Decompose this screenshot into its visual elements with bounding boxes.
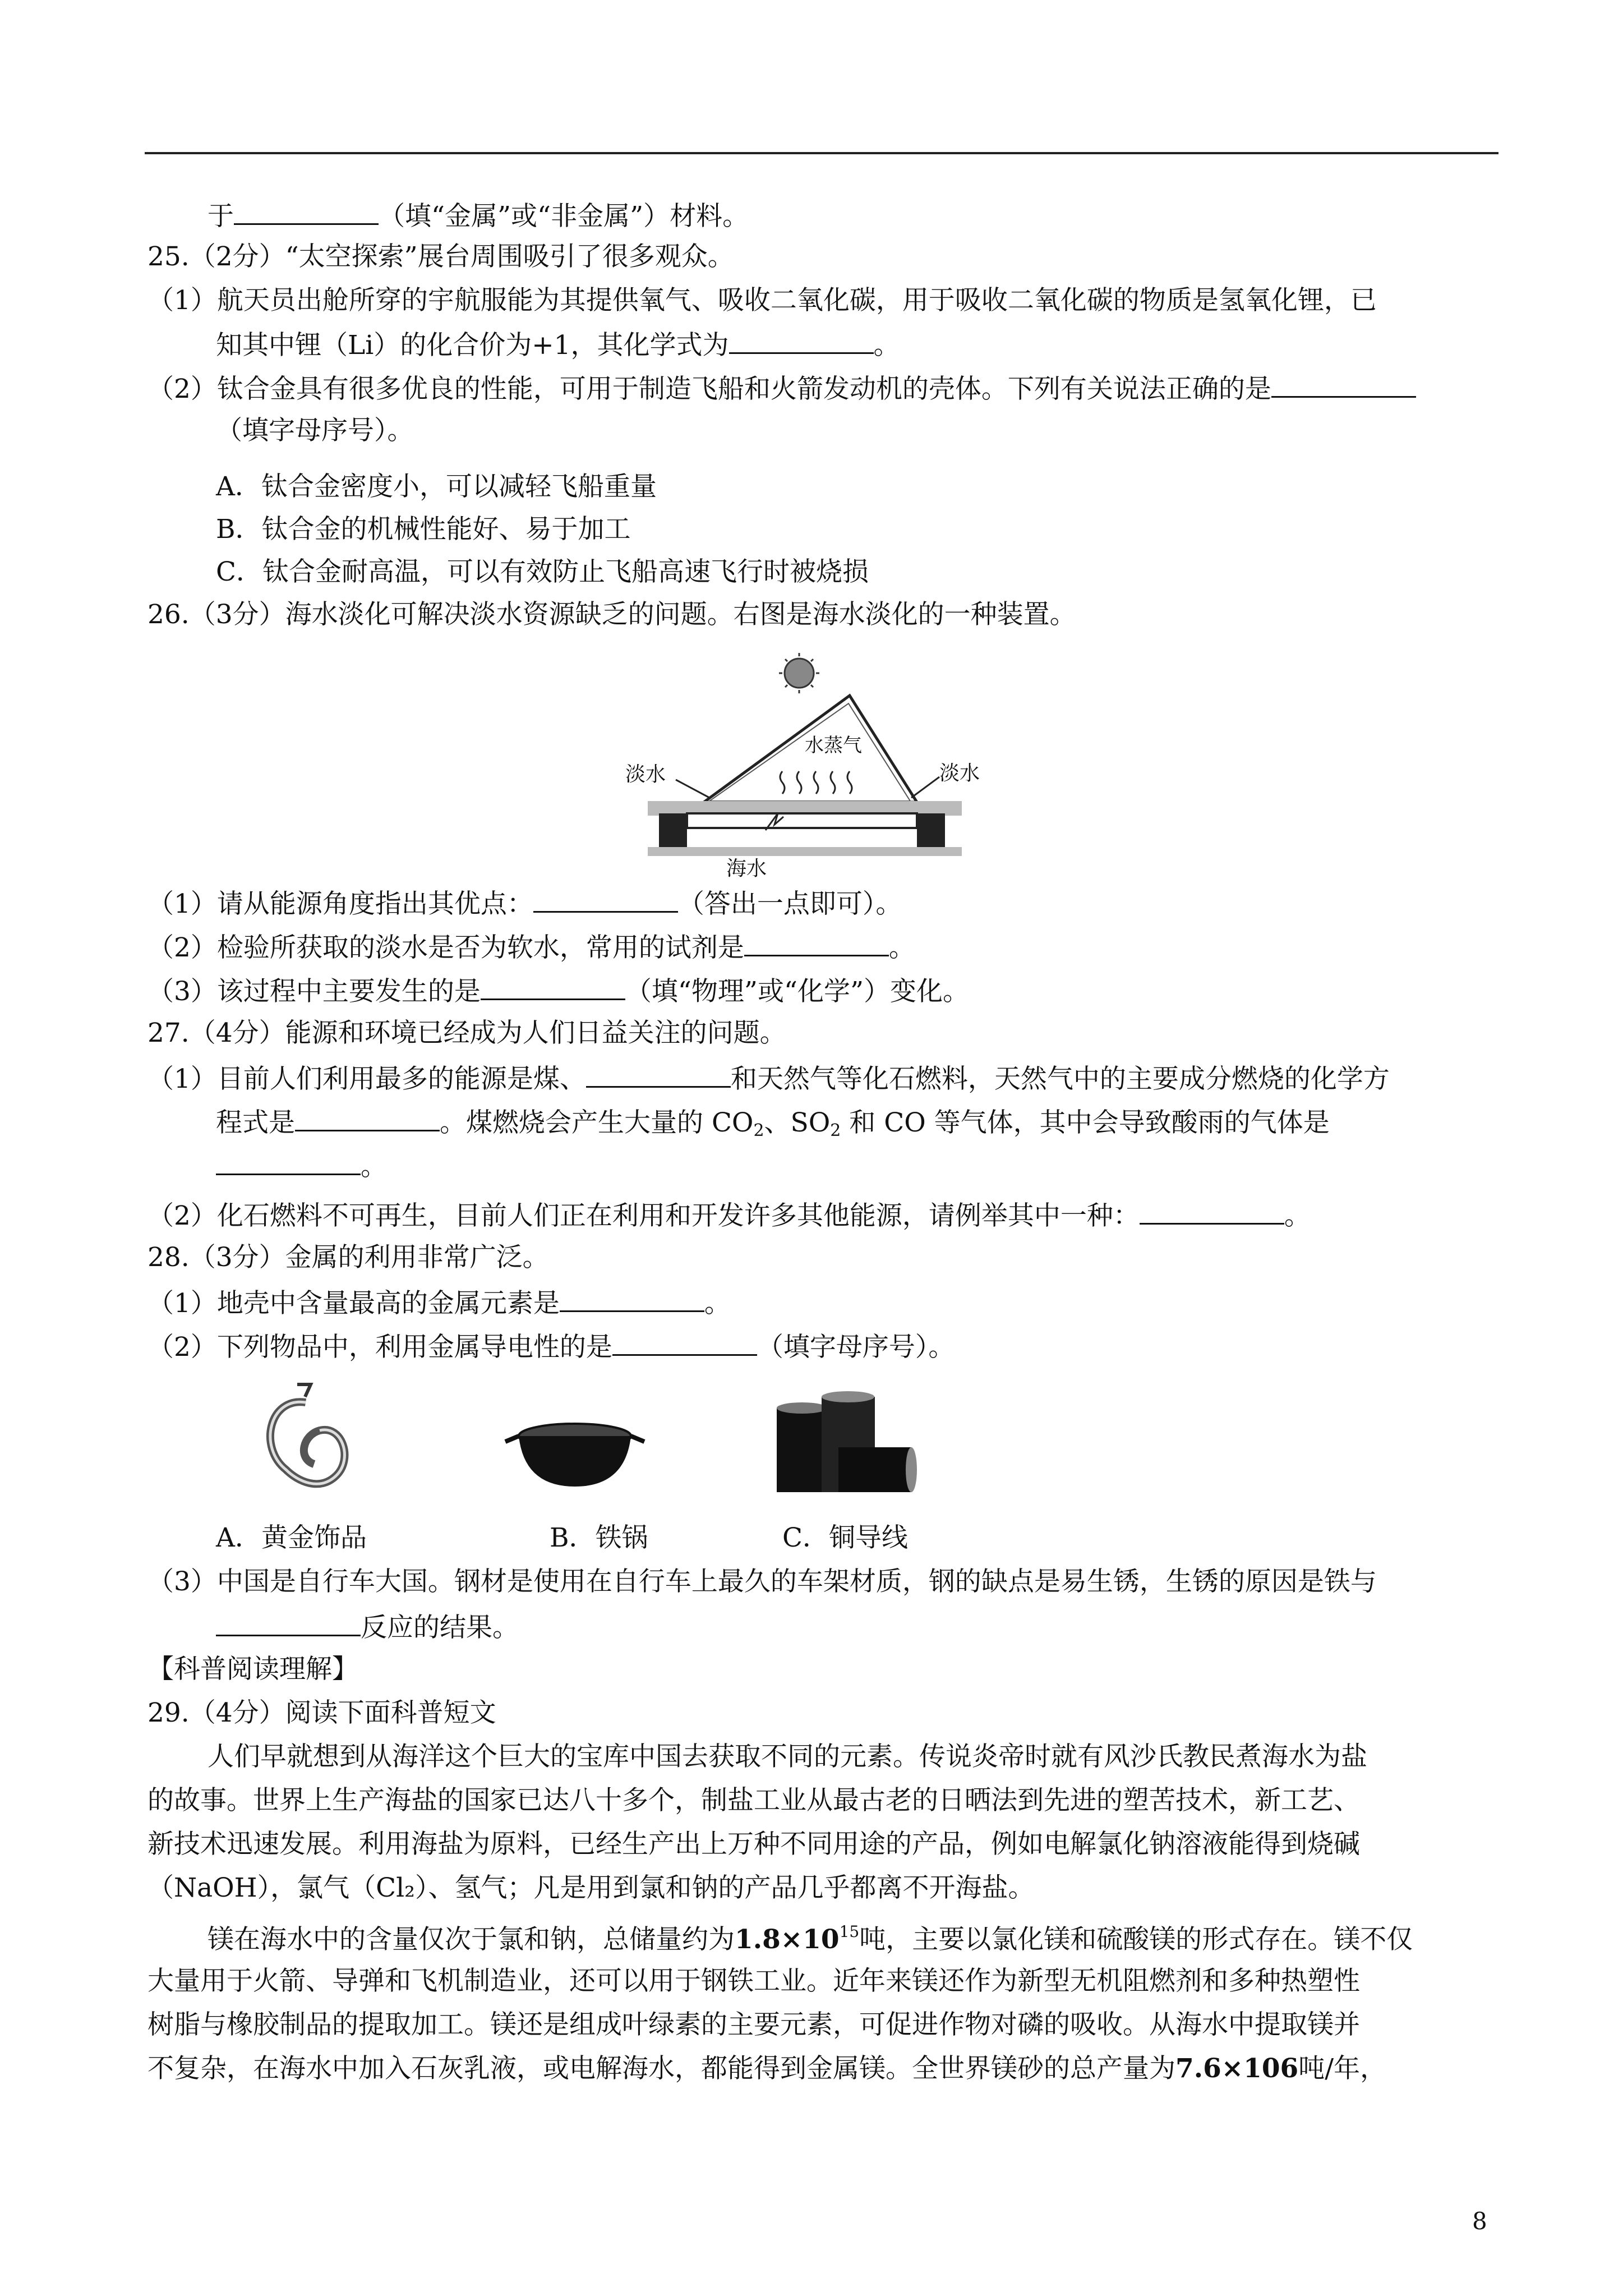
fig-label-seawater: 海水 (726, 857, 767, 880)
q29-para1-line3: 新技术迅速发展。利用海盐为原料，已经生产出上万种不同用途的产品，例如电解氯化钠溶液能得到烧碱 (147, 1829, 1360, 1860)
q28-item-b: B．铁锅 (550, 1522, 648, 1553)
q24-tail-line: 于 （填“金属”或“非金属”）材料。 (208, 201, 749, 232)
q25-part1-line2: 知其中锂（Li）的化合价为+1，其化学式为 。 (216, 330, 900, 361)
iron-wok-picture (502, 1414, 648, 1492)
q28-part3-line1: （3）中国是自行车大国。钢材是使用在自行车上最久的车架材质，钢的缺点是易生锈，生锈的原因是铁与 (147, 1566, 1377, 1597)
q27-part1-line2: 程式是 。煤燃烧会产生大量的 $CO_2$、$SO_2$ 和 CO 等气体，其中会导致酸雨的气体是 (216, 1107, 1330, 1140)
fig-label-fresh-right: 淡水 (939, 762, 980, 785)
q28-item-c: C．铜导线 (782, 1522, 908, 1553)
q29-stem: 29.（4分）阅读下面科普短文 (147, 1697, 496, 1728)
q26-stem: 26.（3分）海水淡化可解决淡水资源缺乏的问题。右图是海水淡化的一种装置。 (147, 599, 1076, 630)
q25-option-b: B．钛合金的机械性能好、易于加工 (216, 514, 631, 545)
q29-para1-line4: （NaOH），氯气（Cl₂）、氢气；凡是用到氯和钠的产品几乎都离不开海盐。 (147, 1872, 1035, 1903)
page-number: 8 (1472, 2207, 1487, 2235)
q27-part2: （2）化石燃料不可再生，目前人们正在利用和开发许多其他能源，请例举其中一种： 。 (147, 1200, 1311, 1231)
gold-pendant-picture (252, 1380, 359, 1503)
q26-part1: （1）请从能源角度指出其优点： （答出一点即可）。 (147, 889, 902, 919)
desalination-figure (625, 651, 995, 881)
q28-part1: （1）地壳中含量最高的金属元素是 。 (147, 1288, 731, 1319)
q29-para2-line3: 树脂与橡胶制品的提取加工。镁还是组成叶绿素的主要元素，可促进作物对磷的吸收。从海水中提取镁并 (147, 2009, 1360, 2040)
q27-part1-line1: （1）目前人们利用最多的能源是煤、 和天然气等化石燃料，天然气中的主要成分燃烧的化学方 (147, 1064, 1390, 1094)
q28-part3-line2: 反应的结果。 (216, 1612, 519, 1641)
copper-wire-picture (766, 1386, 917, 1498)
q25-part2-line1: （2）钛合金具有很多优良的性能，可用于制造飞船和火箭发动机的壳体。下列有关说法正确的是 (147, 374, 1416, 402)
q26-part2: （2）检验所获取的淡水是否为软水，常用的试剂是 。 (147, 932, 915, 963)
q29-para1-line2: 的故事。世界上生产海盐的国家已达八十多个，制盐工业从最古老的日晒法到先进的塑苦技术，新工艺、 (147, 1785, 1360, 1816)
q26-part3: （3）该过程中主要发生的是 （填“物理”或“化学”）变化。 (147, 976, 970, 1007)
q29-para2-line4: 不复杂，在海水中加入石灰乳液，或电解海水，都能得到金属镁。全世界镁砂的总产量为7.6×106吨/年， (147, 2053, 1387, 2084)
header-rule (145, 152, 1498, 154)
q25-option-c: C．钛合金耐高温，可以有效防止飞船高速飞行时被烧损 (216, 556, 869, 587)
q29-para2-line1: 镁在海水中的含量仅次于氯和钠，总储量约为$1.8\times 10^{15}$吨，主要以氯化镁和硫酸镁的形式存在。镁不仅 (208, 1922, 1413, 1955)
q28-stem: 28.（3分）金属的利用非常广泛。 (147, 1242, 549, 1273)
fig-label-fresh-left: 淡水 (625, 763, 666, 786)
q25-part1-line1: （1）航天员出舱所穿的宇航服能为其提供氧气、吸收二氧化碳，用于吸收二氧化碳的物质是氢氧化锂，已 (147, 285, 1377, 316)
q25-stem: 25.（2分）“太空探索”展台周围吸引了很多观众。 (147, 241, 734, 272)
fig-label-vapor: 水蒸气 (805, 734, 862, 757)
q27-stem: 27.（4分）能源和环境已经成为人们日益关注的问题。 (147, 1018, 786, 1048)
q28-item-a: A．黄金饰品 (216, 1522, 367, 1553)
q25-part2-line2: （填字母序号）。 (216, 415, 414, 446)
section-heading: 【科普阅读理解】 (147, 1654, 358, 1685)
q25-option-a: A．钛合金密度小，可以减轻飞船重量 (216, 471, 657, 502)
q29-para2-line2: 大量用于火箭、导弹和飞机制造业，还可以用于钢铁工业。近年来镁还作为新型无机阻燃剂和多种热塑性 (147, 1966, 1360, 1996)
q27-part1-line3: 。 (216, 1151, 387, 1180)
q28-part2: （2）下列物品中，利用金属导电性的是 （填字母序号）。 (147, 1332, 955, 1363)
q29-para1-line1: 人们早就想到从海洋这个巨大的宝库中国去获取不同的元素。传说炎帝时就有风沙氏教民煮海水为盐 (208, 1741, 1367, 1772)
